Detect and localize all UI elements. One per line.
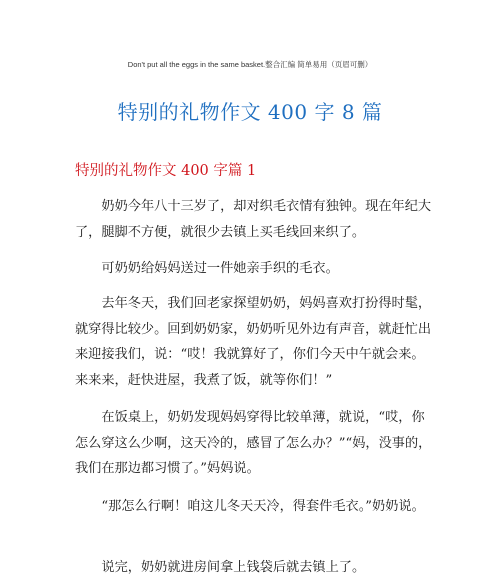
page-header-note: Don't put all the eggs in the same basket.整合汇编 简单易用（页眉可删） xyxy=(127,60,373,69)
paragraph-2 xyxy=(75,256,433,282)
paragraph-text: “那怎么行啊！咱这儿冬天天冷，得套件毛衣。”奶奶说。 xyxy=(101,499,425,514)
section-title: 特别的礼物作文 400 字篇 1 xyxy=(75,163,257,179)
paragraph-1 xyxy=(75,194,433,245)
paragraph-text: 可奶奶给妈妈送过一件她亲手织的毛衣。 xyxy=(101,261,339,276)
paragraph-5 xyxy=(75,494,433,520)
paragraph-text: 在饭桌上，奶奶发现妈妈穿得比较单薄，就说，“哎，你怎么穿这么少啊，这天冷的，感冒了怎么办？”“妈，没事的，我们在那边都习惯了。”妈妈说。 xyxy=(75,410,432,476)
paragraph-6 xyxy=(75,555,433,581)
paragraph-text: 去年冬天，我们回老家探望奶奶，妈妈喜欢打扮得时髦，就穿得比较少。回到奶奶家，奶奶听见外边有声音，就赶忙出来迎接我们，说：“哎！我就算好了，你们今天中午就会来。来来来，赶快进屋，我煮了饭，就等你们！” xyxy=(75,296,432,388)
paragraph-4 xyxy=(75,405,433,482)
document-title: 特别的礼物作文 400 字 8 篇 xyxy=(117,100,383,124)
paragraph-3 xyxy=(75,291,433,393)
paragraph-text: 奶奶今年八十三岁了，却对织毛衣情有独钟。现在年纪大了，腿脚不方便，就很少去镇上买毛线回来织了。 xyxy=(75,199,432,240)
paragraph-text: 说完，奶奶就进房间拿上钱袋后就去镇上了。 xyxy=(101,560,366,575)
